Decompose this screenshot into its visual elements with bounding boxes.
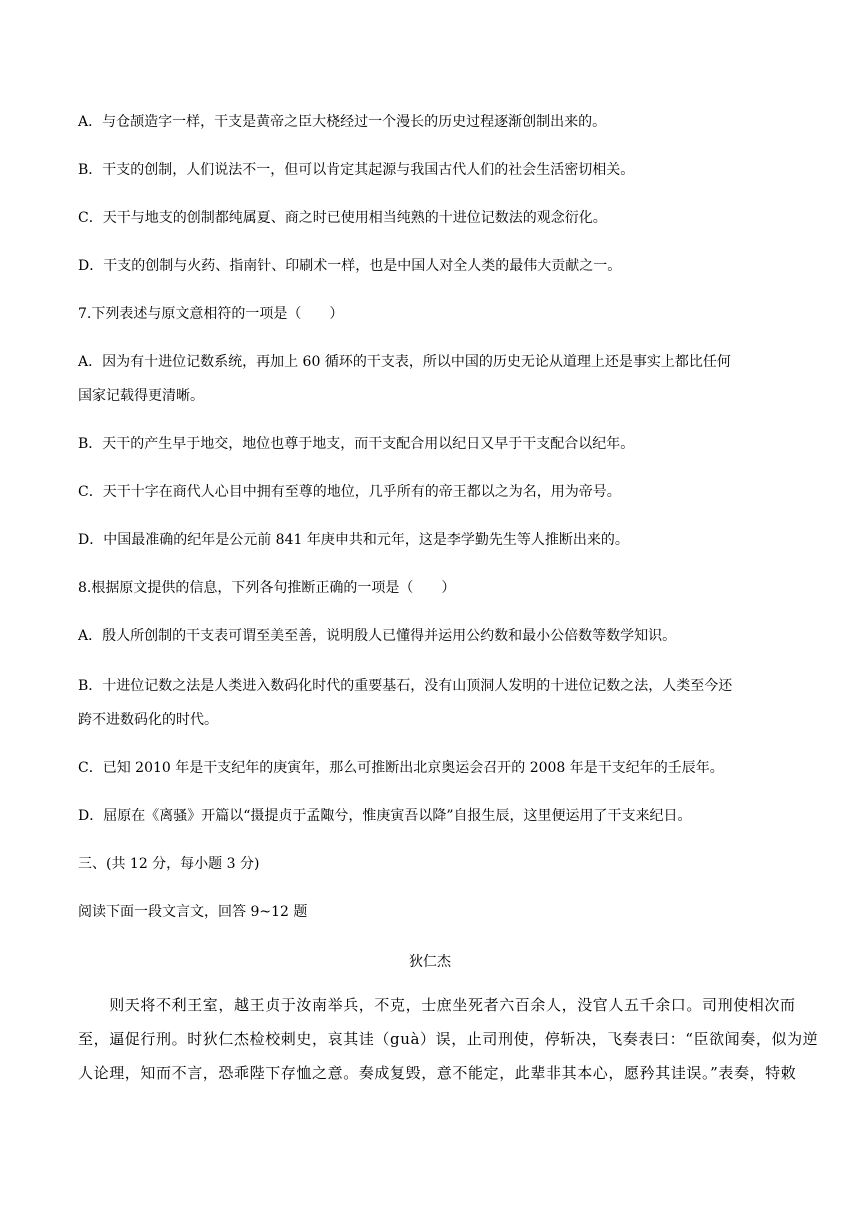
q7-option-d: D．中国最准确的纪年是公元前 841 年庚申共和元年，这是李学勤先生等人推断出来的。 (78, 532, 629, 548)
passage-title: 狄仁杰 (409, 954, 451, 970)
section-instruction: 阅读下面一段文言文，回答 9~12 题 (78, 904, 308, 920)
q6-option-a: A．与仓颉造字一样，干支是黄帝之臣大桡经过一个漫长的历史过程逐渐创制出来的。 (78, 114, 607, 130)
q8-option-a: A．殷人所创制的干支表可谓至美至善，说明殷人已懂得并运用公约数和最小公倍数等数学知识。 (78, 628, 677, 644)
passage-line: 人论理，知而不言，恐乖陛下存恤之意。奏成复毁，意不能定，此辈非其本心，愿矜其诖误。”表奏，特敕 (78, 1064, 797, 1082)
q7-option-a-line1: A．因为有十进位记数系统，再加上 60 循环的干支表，所以中国的历史无论从道理上还是事实上都比任何 (78, 354, 731, 370)
q7-option-b: B．天干的产生早于地交，地位也尊于地支，而干支配合用以纪日又早于干支配合以纪年。 (78, 436, 635, 452)
q8-option-b-line1: B．十进位记数之法是人类进入数码化时代的重要基石，没有山顶洞人发明的十进位记数之法，人类至今还 (78, 678, 733, 694)
q6-option-c: C．天干与地支的创制都纯属夏、商之时已使用相当纯熟的十进位记数法的观念衍化。 (78, 210, 607, 226)
passage-line: 至，逼促行刑。时狄仁杰检校刺史，哀其诖（guà）误，止司刑使，停斩决，飞奏表曰：“臣欲闻奏，似为逆 (78, 1030, 819, 1048)
q7-option-c: C．天干十字在商代人心目中拥有至尊的地位，几乎所有的帝王都以之为名，用为帝号。 (78, 484, 621, 500)
q6-option-b: B．干支的创制，人们说法不一，但可以肯定其起源与我国古代人们的社会生活密切相关。 (78, 162, 635, 178)
q8-option-c: C．已知 2010 年是干支纪年的庚寅年，那么可推断出北京奥运会召开的 2008 年是干支纪年的壬辰年。 (78, 760, 724, 776)
q8-option-b-line2: 跨不进数码化的时代。 (78, 712, 218, 728)
passage-line: 则天将不利王室，越王贞于汝南举兵，不克，士庶坐死者六百余人，没官人五千余口。司刑使相次而 (78, 996, 796, 1014)
q8-stem: 8.根据原文提供的信息，下列各句推断正确的一项是（ ） (78, 580, 456, 596)
q7-option-a-line2: 国家记载得更清晰。 (78, 388, 204, 404)
q8-option-d: D．屈原在《离骚》开篇以“摄提贞于孟陬兮，惟庚寅吾以降”自报生辰，这里便运用了干支来纪日。 (78, 808, 692, 824)
section-heading: 三、(共 12 分，每小题 3 分) (78, 856, 260, 872)
q6-option-d: D．干支的创制与火药、指南针、印刷术一样，也是中国人对全人类的最伟大贡献之一。 (78, 258, 622, 274)
q7-stem: 7.下列表述与原文意相符的一项是（ ） (78, 306, 344, 322)
